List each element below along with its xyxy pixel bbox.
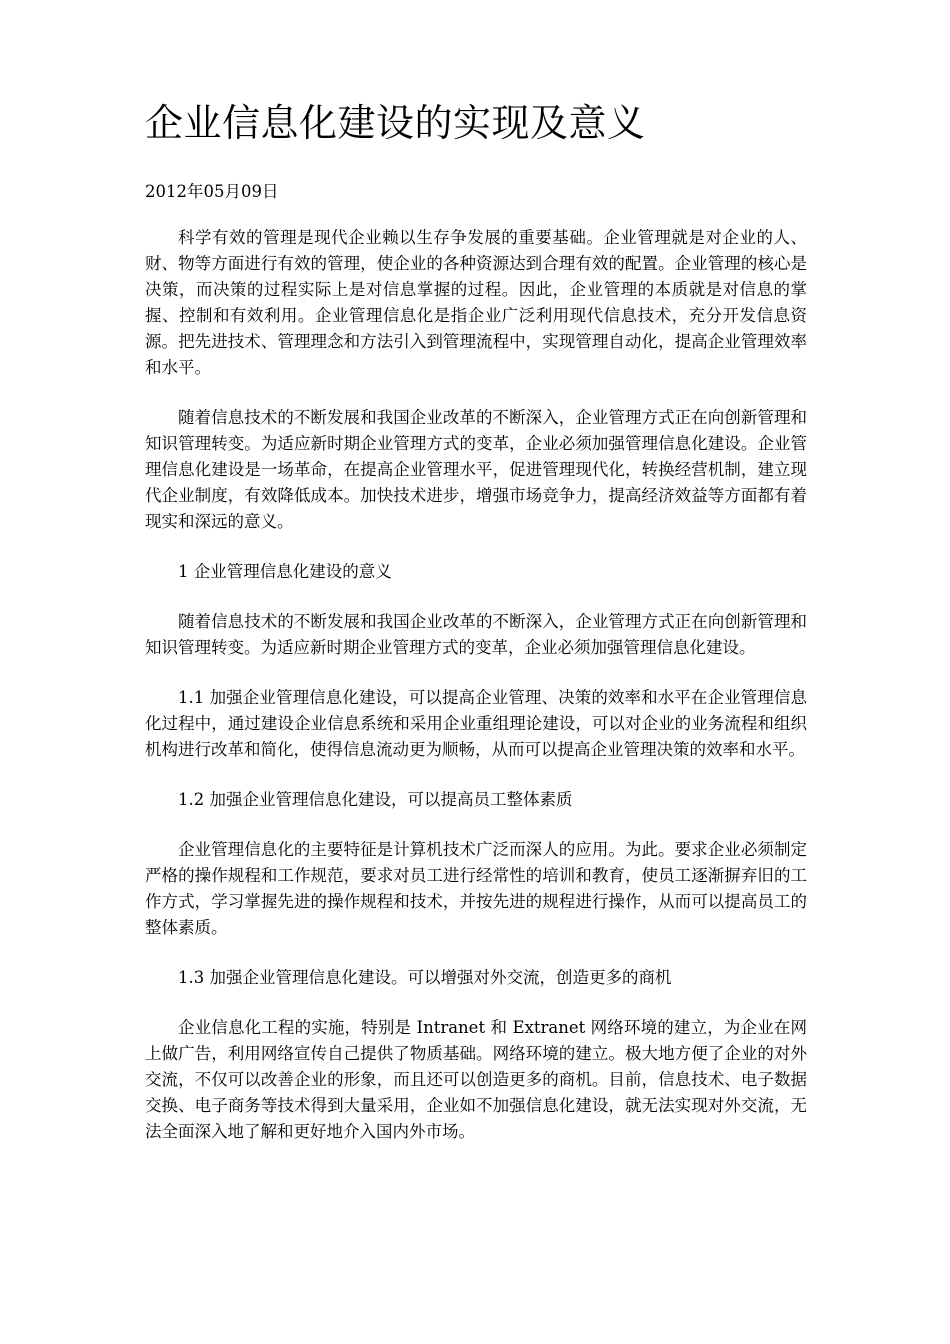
paragraph-section-1-3: 企业信息化工程的实施，特别是 Intranet 和 Extranet 网络环境的建立，为企业在网上做广告，利用网络宣传自己提供了物质基础。网络环境的建立。极大地方便了企业的对外交流，不仅可以改善企业的形象，而且还可以创造更多的商机。目前，信息技术、电子数据交换、电子商务等技术得到大量采用，企业如不加强信息化建设，就无法实现对外交流，无法全面深入地了解和更好地介入国内外市场。	[145, 1018, 807, 1141]
section-heading-1-3: 1.3 加强企业管理信息化建设。可以增强对外交流，创造更多的商机	[178, 968, 672, 987]
section-heading-1-2: 1.2 加强企业管理信息化建设，可以提高员工整体素质	[178, 790, 573, 809]
paragraph-section-1-1: 1.1 加强企业管理信息化建设，可以提高企业管理、决策的效率和水平在企业管理信息化过程中，通过建设企业信息系统和采用企业重组理论建设，可以对企业的业务流程和组织机构进行改革和简化，使得信息流动更为顺畅，从而可以提高企业管理决策的效率和水平。	[145, 688, 807, 759]
paragraph-intro-1: 科学有效的管理是现代企业赖以生存争发展的重要基础。企业管理就是对企业的人、财、物等方面进行有效的管理，使企业的各种资源达到合理有效的配置。企业管理的核心是决策，而决策的过程实际上是对信息掌握的过程。因此，企业管理的本质就是对信息的掌握、控制和有效利用。企业管理信息化是指企业广泛利用现代信息技术，充分开发信息资源。把先进技术、管理理念和方法引入到管理流程中，实现管理自动化，提高企业管理效率和水平。	[145, 228, 807, 377]
paragraph-section-1-2: 企业管理信息化的主要特征是计算机技术广泛而深人的应用。为此。要求企业必须制定严格的操作规程和工作规范，要求对员工进行经常性的培训和教育，使员工逐渐摒弃旧的工作方式，学习掌握先进的操作规程和技术，并按先进的规程进行操作，从而可以提高员工的整体素质。	[145, 840, 807, 937]
section-heading-1: 1 企业管理信息化建设的意义	[178, 562, 392, 581]
publish-date: 2012年05月09日	[145, 182, 279, 201]
paragraph-section-1: 随着信息技术的不断发展和我国企业改革的不断深入，企业管理方式正在向创新管理和知识管理转变。为适应新时期企业管理方式的变革，企业必须加强管理信息化建设。	[145, 612, 807, 657]
paragraph-intro-2: 随着信息技术的不断发展和我国企业改革的不断深入，企业管理方式正在向创新管理和知识管理转变。为适应新时期企业管理方式的变革，企业必须加强管理信息化建设。企业管理信息化建设是一场革命，在提高企业管理水平，促进管理现代化，转换经营机制，建立现代企业制度，有效降低成本。加快技术进步，增强市场竞争力，提高经济效益等方面都有着现实和深远的意义。	[145, 408, 807, 531]
document-title: 企业信息化建设的实现及意义	[145, 101, 646, 145]
document-body	[145, 95, 807, 1169]
